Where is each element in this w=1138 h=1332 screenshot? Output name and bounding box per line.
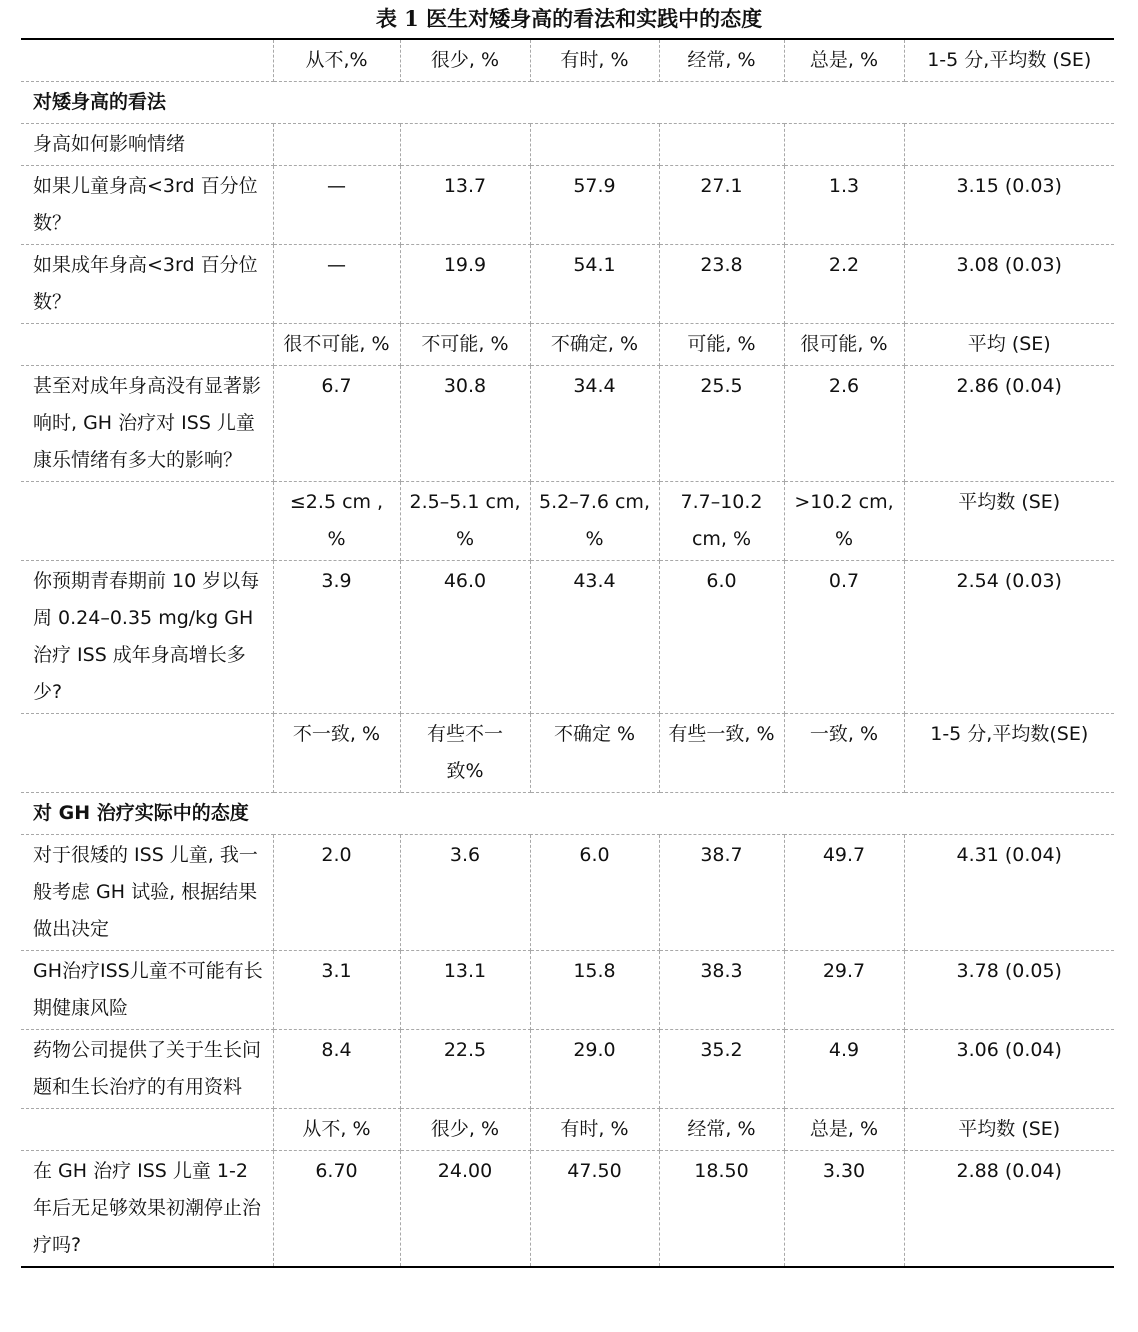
table-row xyxy=(21,561,1114,714)
empty-cell xyxy=(659,124,784,166)
header-cell: 有时, % xyxy=(530,39,659,82)
table-cell: 18.50 xyxy=(659,1151,784,1268)
table-cell: 3.9 xyxy=(273,561,400,714)
subheader-cell: 不确定 % xyxy=(530,714,659,793)
table-cell: 3.1 xyxy=(273,951,400,1030)
table-cell: 8.4 xyxy=(273,1030,400,1109)
table-cell: 1.3 xyxy=(784,166,904,245)
empty-cell xyxy=(21,324,273,366)
table-cell: 13.7 xyxy=(400,166,530,245)
table-cell: 4.31 (0.04) xyxy=(904,835,1114,951)
subheader-cell: 从不, % xyxy=(273,1109,400,1151)
table-cell: 3.30 xyxy=(784,1151,904,1268)
section-heading: 对矮身高的看法 xyxy=(21,82,1114,124)
table-cell: 2.2 xyxy=(784,245,904,324)
subheader-cell: 很少, % xyxy=(400,1109,530,1151)
table-cell: 13.1 xyxy=(400,951,530,1030)
table-row xyxy=(21,1030,1114,1109)
header-cell: 很少, % xyxy=(400,39,530,82)
subheader-row xyxy=(21,1109,1114,1151)
subheader-cell: 平均数 (SE) xyxy=(904,1109,1114,1151)
table-cell: 15.8 xyxy=(530,951,659,1030)
table-cell: 2.6 xyxy=(784,366,904,482)
table-cell: 6.0 xyxy=(530,835,659,951)
subheader-cell: 7.7–10.2 cm, % xyxy=(659,482,784,561)
table-cell: 30.8 xyxy=(400,366,530,482)
table-row xyxy=(21,124,1114,166)
table-cell: 2.0 xyxy=(273,835,400,951)
table-header-row xyxy=(21,39,1114,82)
table-cell: 19.9 xyxy=(400,245,530,324)
table-cell: 25.5 xyxy=(659,366,784,482)
table-row xyxy=(21,166,1114,245)
table-cell: 57.9 xyxy=(530,166,659,245)
table-cell: 6.7 xyxy=(273,366,400,482)
subheader-cell: 2.5–5.1 cm, % xyxy=(400,482,530,561)
table-cell: 0.7 xyxy=(784,561,904,714)
table-cell: 46.0 xyxy=(400,561,530,714)
subheader-cell: 经常, % xyxy=(659,1109,784,1151)
table-row xyxy=(21,245,1114,324)
subheader-cell: 有些不一致% xyxy=(400,714,530,793)
row-label: 甚至对成年身高没有显著影响时, GH 治疗对 ISS 儿童康乐情绪有多大的影响？ xyxy=(21,366,273,482)
subheader-cell: 总是, % xyxy=(784,1109,904,1151)
row-label: 如果儿童身高<3rd 百分位数？ xyxy=(21,166,273,245)
table-cell: 23.8 xyxy=(659,245,784,324)
table-cell: 6.0 xyxy=(659,561,784,714)
empty-cell xyxy=(784,124,904,166)
table-cell: 29.7 xyxy=(784,951,904,1030)
empty-cell xyxy=(273,124,400,166)
row-label: 药物公司提供了关于生长问题和生长治疗的有用资料 xyxy=(21,1030,273,1109)
table-cell: 22.5 xyxy=(400,1030,530,1109)
subheader-row xyxy=(21,482,1114,561)
empty-cell xyxy=(21,714,273,793)
subheader-cell: ≤2.5 cm , % xyxy=(273,482,400,561)
header-cell: 1-5 分,平均数 (SE) xyxy=(904,39,1114,82)
table-cell: 3.6 xyxy=(400,835,530,951)
subheader-cell: 不可能, % xyxy=(400,324,530,366)
table-cell: 4.9 xyxy=(784,1030,904,1109)
table-cell: 3.78 (0.05) xyxy=(904,951,1114,1030)
table-row xyxy=(21,835,1114,951)
header-cell xyxy=(21,39,273,82)
subheader-cell: 5.2–7.6 cm, % xyxy=(530,482,659,561)
attitudes-table xyxy=(21,38,1114,1268)
table-cell: 49.7 xyxy=(784,835,904,951)
subheader-cell: 很不可能, % xyxy=(273,324,400,366)
subheader-cell: 1-5 分,平均数(SE) xyxy=(904,714,1114,793)
table-cell: 43.4 xyxy=(530,561,659,714)
section-row xyxy=(21,82,1114,124)
table-cell: 2.86 (0.04) xyxy=(904,366,1114,482)
row-label: 对于很矮的 ISS 儿童, 我一般考虑 GH 试验, 根据结果做出决定 xyxy=(21,835,273,951)
table-cell: 6.70 xyxy=(273,1151,400,1268)
subheader-cell: 可能, % xyxy=(659,324,784,366)
row-label: 在 GH 治疗 ISS 儿童 1-2 年后无足够效果初潮停止治疗吗? xyxy=(21,1151,273,1268)
subheader-cell: 不一致, % xyxy=(273,714,400,793)
header-cell: 总是, % xyxy=(784,39,904,82)
section-heading: 对 GH 治疗实际中的态度 xyxy=(21,793,1114,835)
table-cell: — xyxy=(273,166,400,245)
empty-cell xyxy=(530,124,659,166)
row-label: GH治疗ISS儿童不可能有长期健康风险 xyxy=(21,951,273,1030)
empty-cell xyxy=(904,124,1114,166)
table-cell: — xyxy=(273,245,400,324)
table-cell: 54.1 xyxy=(530,245,659,324)
table-cell: 2.88 (0.04) xyxy=(904,1151,1114,1268)
subheader-cell: 有时, % xyxy=(530,1109,659,1151)
table-cell: 3.06 (0.04) xyxy=(904,1030,1114,1109)
empty-cell xyxy=(400,124,530,166)
table-cell: 2.54 (0.03) xyxy=(904,561,1114,714)
row-label: 身高如何影响情绪 xyxy=(21,124,273,166)
table-row xyxy=(21,1151,1114,1268)
header-cell: 经常, % xyxy=(659,39,784,82)
table-cell: 29.0 xyxy=(530,1030,659,1109)
table-cell: 38.7 xyxy=(659,835,784,951)
subheader-cell: 很可能, % xyxy=(784,324,904,366)
section-row xyxy=(21,793,1114,835)
subheader-cell: 平均 (SE) xyxy=(904,324,1114,366)
empty-cell xyxy=(21,482,273,561)
subheader-cell: 不确定, % xyxy=(530,324,659,366)
subheader-row xyxy=(21,324,1114,366)
table-cell: 38.3 xyxy=(659,951,784,1030)
table-cell: 47.50 xyxy=(530,1151,659,1268)
subheader-row xyxy=(21,714,1114,793)
table-cell: 3.08 (0.03) xyxy=(904,245,1114,324)
table-cell: 27.1 xyxy=(659,166,784,245)
table-cell: 24.00 xyxy=(400,1151,530,1268)
row-label: 如果成年身高<3rd 百分位数？ xyxy=(21,245,273,324)
subheader-cell: 有些一致, % xyxy=(659,714,784,793)
subheader-cell: >10.2 cm, % xyxy=(784,482,904,561)
subheader-cell: 一致, % xyxy=(784,714,904,793)
header-cell: 从不,% xyxy=(273,39,400,82)
table-cell: 3.15 (0.03) xyxy=(904,166,1114,245)
table-row xyxy=(21,951,1114,1030)
table-cell: 35.2 xyxy=(659,1030,784,1109)
row-label: 你预期青春期前 10 岁以每周 0.24–0.35 mg/kg GH 治疗 ISS 成年身高增长多少? xyxy=(21,561,273,714)
empty-cell xyxy=(21,1109,273,1151)
table-row xyxy=(21,366,1114,482)
table-cell: 34.4 xyxy=(530,366,659,482)
table-title: 表 1 医生对矮身高的看法和实践中的态度 xyxy=(375,6,763,31)
subheader-cell: 平均数 (SE) xyxy=(904,482,1114,561)
